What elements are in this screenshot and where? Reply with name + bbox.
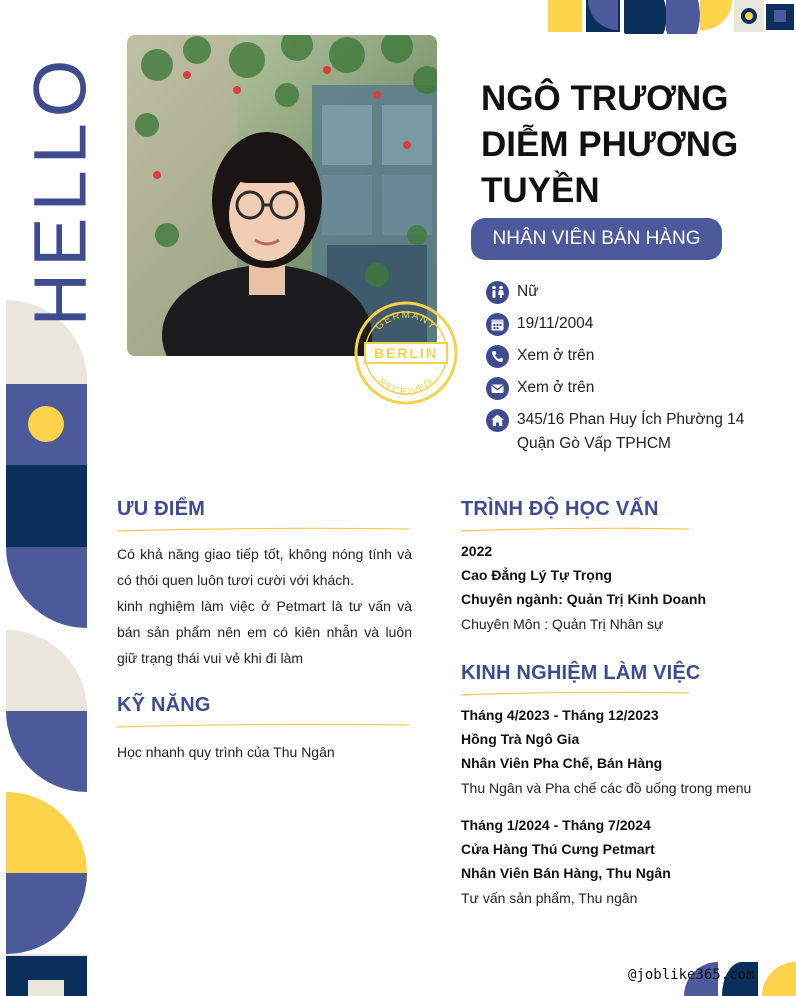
skills-section xyxy=(117,694,412,765)
address-row: 345/16 Phan Huy Ích Phường 14 Quận Gò Vấp TPHCM xyxy=(486,408,786,456)
strengths-section xyxy=(117,498,412,671)
job-position: Nhân Viên Pha Chế, Bán Hàng xyxy=(461,755,663,771)
contact-info xyxy=(486,280,786,464)
candidate-name: NGÔ TRƯƠNG DIỄM PHƯƠNG TUYỀN xyxy=(481,79,739,210)
email-row: Xem ở trên xyxy=(486,376,786,400)
experience-title: KINH NGHIỆM LÀM VIỆC xyxy=(461,662,701,684)
experience-section xyxy=(461,662,781,911)
job-title-badge: NHÂN VIÊN BÁN HÀNG xyxy=(471,218,722,260)
education-title: TRÌNH ĐỘ HỌC VẤN xyxy=(461,498,659,520)
berlin-stamp xyxy=(353,300,459,406)
strength-paragraph: Có khả năng giao tiếp tốt, không nóng tính và có thói quen luôn tươi cười với khách. xyxy=(117,546,412,588)
strength-paragraph: kinh nghiệm làm việc ở Petmart là tư vấn và bán sản phẩm nên em có kiên nhẫn và luôn giữ trạng thái vui vẻ khi đi làm xyxy=(117,598,412,666)
job-description: Thu Ngân và Pha chế các đồ uống trong menu xyxy=(461,780,752,796)
email-icon xyxy=(486,377,509,400)
education-year: 2022 xyxy=(461,543,493,559)
hello-text: HELLO xyxy=(18,53,102,327)
left-decoration xyxy=(6,300,87,996)
watermark-credit: @joblike365.com xyxy=(628,967,755,983)
svg-text:RECEIVED: RECEIVED xyxy=(375,376,437,399)
svg-text:BERLIN: BERLIN xyxy=(373,345,439,361)
phone-icon xyxy=(486,345,509,368)
job-company: Hồng Trà Ngô Gia xyxy=(461,731,580,747)
job-position: Nhân Viên Bán Hàng, Thu Ngân xyxy=(461,865,671,881)
top-decoration xyxy=(548,0,796,34)
skill-item: Học nhanh quy trình của Thu Ngân xyxy=(117,744,335,760)
job-period: Tháng 1/2024 - Tháng 7/2024 xyxy=(461,817,651,833)
section-underline xyxy=(117,527,412,533)
education-detail: Chuyên Môn : Quản Trị Nhân sự xyxy=(461,616,664,632)
education-school: Cao Đẳng Lý Tự Trọng xyxy=(461,567,612,583)
gender-row: Nữ xyxy=(486,280,786,304)
job-entry xyxy=(461,703,781,801)
birthday-row: 19/11/2004 xyxy=(486,312,786,336)
strengths-title: ƯU ĐIỂM xyxy=(117,498,205,520)
phone-row: Xem ở trên xyxy=(486,344,786,368)
education-section xyxy=(461,498,781,637)
skills-title: KỸ NĂNG xyxy=(117,694,211,716)
geometric-pattern xyxy=(6,300,87,996)
gender-icon xyxy=(486,281,509,304)
svg-text:GERMANY: GERMANY xyxy=(373,309,439,333)
section-underline xyxy=(117,723,412,729)
job-description: Tư vấn sản phẩm, Thu ngân xyxy=(461,890,638,906)
home-icon xyxy=(486,409,509,432)
education-major: Chuyên ngành: Quản Trị Kinh Doanh xyxy=(461,591,706,607)
job-company: Cửa Hàng Thú Cưng Petmart xyxy=(461,841,655,857)
hello-decoration xyxy=(10,50,110,330)
job-period: Tháng 4/2023 - Tháng 12/2023 xyxy=(461,707,659,723)
section-underline xyxy=(461,691,691,697)
section-underline xyxy=(461,527,691,533)
job-entry xyxy=(461,813,781,911)
calendar-icon xyxy=(486,313,509,336)
